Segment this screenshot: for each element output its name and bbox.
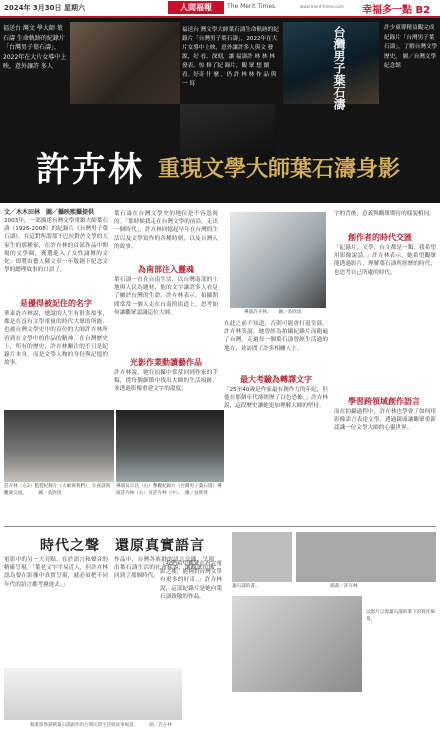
article-col3b: 「25至40歲是作家最有創作力的年紀，但他在那個年代卻經歷了白色恐怖。」許卉林說，這段歷史讓她更加理解大師的堅持。 <box>224 387 328 410</box>
film-scene-illustration <box>232 596 362 692</box>
article-col2: 葉石濤在台灣文學史的地位是不容忽視的。「那時候我走在台灣文學的前沿，走出一個時代」，許卉林回憶起早年在台灣的生活以及文學寫作的各種時刻，以及台灣人的故事。 <box>114 211 218 250</box>
article-col3: 在此之前不知道，否則可能會打退堂鼓，許卉林笑說。她曾經為拍攝紀錄片而跑遍了台灣，走過每一個葉石濤曾經生活過的地方，並訪問了許多相關人士。 <box>224 321 328 352</box>
director-portrait-photo <box>230 212 326 308</box>
article-col1b: 華東許卉林說，她說的人生有很多故事，都是在沒有文學重量的時代大眾的所能，也被台灣文學史中的首位的大師許卉林所看到在文學中的作品的精神。在台灣歷史上，所有的歷史，許卉林關注的不只是紀錄片本身，而是文學人物的身份與記憶的故事。 <box>4 311 108 367</box>
film-banner-text: 台灣男子葉石濤 <box>332 26 346 110</box>
director-photo <box>70 22 180 104</box>
article-col2b: 葉石濤一直在台南生活，以台灣南部的土地與人民為題材，他的文字讓許多人看見了屬於台灣的生命。許卉林表示，拍攝期間常常一個人走在台南的街道上，思考如何讓觀眾認識這位大師。 <box>114 277 218 316</box>
footer-caption: 動畫影像描繪葉石濤創作的台灣民間生活與故事場景。 圖／許卉林 <box>30 723 172 728</box>
event-photo-1-caption: 許卉林（左2）監製紀錄片《大師與我們》，在座談與觀眾交流。 圖／吳欣琦 <box>4 484 111 496</box>
article-col4: 字的背後，意義與觀眾期待的樣貌相同。 <box>334 211 435 217</box>
drawing-photo-caption: 插畫／許卉林 <box>330 584 358 589</box>
bottom-illustration <box>4 668 182 720</box>
event-photo-2-caption: 導演吳宗昌（右）參觀紀錄片《台灣男子葉石濤》導演許卉林（右）及許卉林（中）。 圖／吳欣琦 <box>116 484 222 496</box>
film-scene-caption: 以影片呈現葉石濤的筆下的寫作場景。 <box>366 610 435 622</box>
bottom-section-title: 時代之聲 還原真實語言 <box>40 538 205 554</box>
subhead-5: 創作者的時代交匯 <box>348 232 412 242</box>
headline-name: 許卉林 <box>36 150 144 190</box>
subhead-2: 為南部注入靈魂 <box>138 264 194 274</box>
article-col1: 2003年，一部描述台灣文學重鎮大師葉石濤（1925-2008）的紀錄片《台灣男子葉石濤》，在這對所謂那不巴拉對於文學的大家生的那種家，在許卉林的首部作品中開場的文學圈，獲選進入了女性論壇的文化；即將由藝人陳文章一年版創下紀念文學的總理故事的口語了。 <box>4 218 108 274</box>
bottom-col1: 電影中的另一大亮點，在於語言和聲音的精確呈現。「葉老文字平易近人，但許卉林認為要在影像中真實呈現，就必須把不同年代的語言都考慮進去。」 <box>4 557 108 588</box>
hero-caption-right: 許少東導精益觀完成紀錄片「台灣男子葉石濤」，了解台灣文學歷史。 圖／台灣文學紀念館 <box>384 25 438 69</box>
hero-caption-left: 福送台 灣文 學大師 葉石濤 生命軌跡的紀錄片「台灣男子葉石濤」，2022年在大片女導中上映，意外讓許 多人 <box>3 25 67 70</box>
newspaper-name-en: The Merit Times <box>227 3 276 10</box>
subhead-3: 光影作業動讀藝作品 <box>130 357 202 367</box>
article-col2c: 許卉林說，她在拍攝中常常回到作家的手稿，從每個細節中找出大師的生活痕跡，並透過影像重建文字的溫度。 <box>114 370 218 393</box>
section-name: 幸福多一點 B2 <box>362 5 431 16</box>
event-photo-2 <box>116 410 224 482</box>
newspaper-logo: 人間福報 <box>168 1 224 14</box>
headline-subtitle: 重現文學大師葉石濤身影 <box>158 156 401 182</box>
article-col4c: 而在拍攝過程中，許卉林也學會了如何用影像語言表達文學，透過鏡頭讓觀眾重新認識一位文學大師的心靈世界。 <box>334 409 436 432</box>
byline: 文／木木田林 圖／攝映熙攝提供 <box>4 209 95 216</box>
section-divider <box>4 526 436 527</box>
subhead-4: 最大考驗為轉譯文字 <box>240 374 312 384</box>
bottom-col2: 作品中，台灣各族群的語言交織，呈現出葉石濤生活的社會樣貌，讓觀眾彷彿回到了那個時代。 <box>114 557 214 580</box>
event-photo-1 <box>4 410 114 482</box>
newspaper-url: www.merit-times.com <box>300 4 344 9</box>
subhead-6: 學習跨領域創作語言 <box>348 396 420 406</box>
article-col4b: 「紀錄片，文學，台文都是一類，我希望用影像說話。」許卉林表示，她希望觀眾能透過影片，理解葉石濤所經歷的時代，也思考自己所處的時代。 <box>334 245 436 276</box>
subhead-1: 是優得被記住的名字 <box>20 298 92 308</box>
issue-date: 2024年 3月30日 星期六 <box>4 4 85 12</box>
bottom-col3: 「我們希望觀眾在看完電影之後，能夠對台灣文學有更多的好奇。」許卉林說，這部紀錄片是她向葉石濤致敬的作品。 <box>160 561 222 600</box>
page-header <box>0 0 440 16</box>
book-photo-caption: 葉石濤的書。 <box>232 584 260 589</box>
portrait-caption: 導演許卉林。 圖／吳欣琦 <box>244 310 302 315</box>
drawing-photo <box>296 532 436 582</box>
book-photo <box>232 532 292 582</box>
hero-caption-mid: 福送台 灣文學大師葉石濤生命軌跡的紀錄片「台灣男子葉石濤」，2022年在大片女導中上映，意外讓許多人與文 發源，好 看、深刻，讓 福濤許 林 林 林 發表。惊 修了紀 錄片，觀 眾 想 續 看。好奇 什 麼 ，仍 許 林 林 作 品 與 一 寫 <box>182 27 279 87</box>
